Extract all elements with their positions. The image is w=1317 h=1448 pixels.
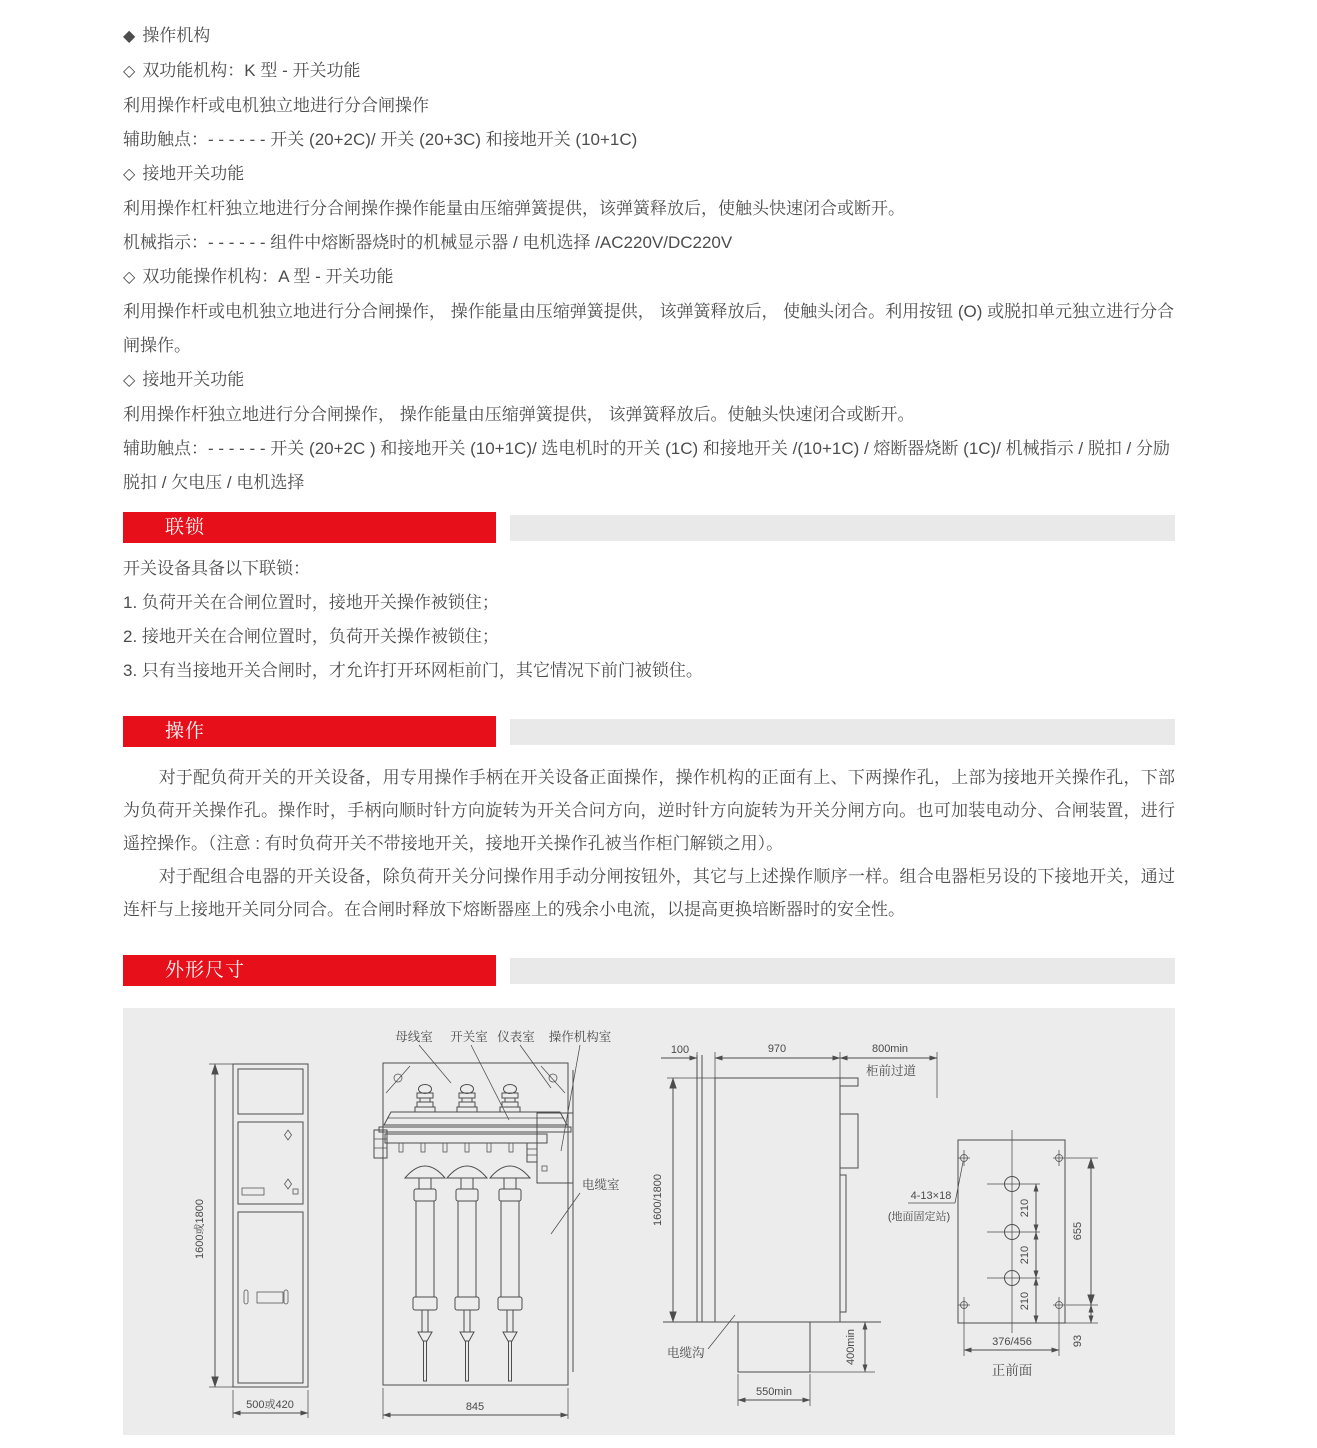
plan-dim-210-c: 210 [1019,1291,1031,1311]
switch-compartment-label: 开关室 [450,1030,488,1044]
operation-section [123,716,1175,926]
interlock-line-text: 开关设备具备以下联锁： [123,559,310,578]
cable-compartment-label: 电缆室 [582,1178,620,1192]
plan-holes-note: (地面固定站) [887,1211,951,1223]
operation-paragraph [123,860,1175,926]
intro-line-text: 接地开关功能 [142,164,245,183]
page-content [123,0,1175,1435]
intro-section [123,0,1175,500]
install-dim-800min: 800min [871,1043,909,1055]
plan-dim-210-b: 210 [1019,1245,1031,1265]
intro-line [123,260,1175,295]
intro-line [123,157,1175,192]
dimensions-diagram-panel [123,1008,1175,1435]
intro-line-text: 利用操作杆或电机独立地进行分合闸操作 [123,96,429,115]
intro-line [123,192,1175,226]
hollow-diamond-icon: ◇ [123,372,136,389]
operation-section-header [123,716,1175,747]
operation-paragraph-text: 对于配负荷开关的开关设备，用专用操作手柄在开关设备正面操作，操作机构的正面有上、下两操作孔，上部为接地开关操作孔，下部为负荷开关操作孔。操作时，手柄向顺时针方向旋转为开关合问方向，逆时针方向旋转为开关分闸方向。也可加装电动分、合闸装置，进行遥控操作。（注意 : 有时负荷开关不带接地开关，接地开关操作孔被当作柜门解锁之用）。 [123,768,1175,853]
intro-line-text: 利用操作杆独立地进行分合闸操作， 操作能量由压缩弹簧提供， 该弹簧释放后。使触头快速闭合或断开。 [123,405,915,424]
hollow-diamond-icon: ◇ [123,63,136,80]
interlock-header-strip [510,515,1175,541]
interlock-line-text: 3. 只有当接地开关合闸时，才允许打开环网柜前门，其它情况下前门被锁住。 [123,661,703,680]
intro-line-text: 辅助触点：- - - - - - 开关 (20+2C ) 和接地开关 (10+1C)/ 选电机时的开关 (1C) 和接地开关 /(10+1C) / 熔断器烧断 (1C)/ 机械指示 / 脱扣 / 分励脱扣 / 欠电压 / 电机选择 [123,439,1170,492]
meter-compartment-label: 仪表室 [497,1030,535,1044]
plan-dim-655: 655 [1072,1221,1084,1241]
intro-line-text: 利用操作杆或电机独立地进行分合闸操作， 操作能量由压缩弹簧提供， 该弹簧释放后， 使触头闭合。利用按钮 (O) 或脱扣单元独立进行分合闸操作。 [123,302,1175,355]
interlock-lines [123,552,1175,688]
dimensions-diagram [123,1008,1175,1435]
operation-paragraphs [123,761,1175,926]
intro-line [123,295,1175,363]
intro-line-text: 双功能操作机构：A 型 - 开关功能 [142,267,394,286]
installation-side-view [652,1043,937,1406]
intro-line [123,432,1175,500]
dimensions-section-header [123,955,1175,986]
interlock-section [123,512,1175,688]
operation-header-strip [510,719,1175,745]
hollow-diamond-icon: ◇ [123,269,136,286]
interlock-section-header [123,512,1175,543]
plan-dim-93: 93 [1072,1334,1084,1348]
front-view-height-dim: 1600或1800 [194,1199,206,1259]
intro-line [123,89,1175,123]
plan-caption-front-face: 正前面 [991,1363,1033,1378]
cabinet-internal-side-view [374,1029,620,1419]
intro-line [123,363,1175,398]
intro-line-text: 机械指示：- - - - - - 组件中熔断器烧时的机械显示器 / 电机选择 /AC220V/DC220V [123,233,733,252]
busbar-compartment-label: 母线室 [395,1030,433,1044]
intro-line-text: 双功能机构：K 型 - 开关功能 [142,61,361,80]
install-dim-100: 100 [670,1044,690,1056]
interlock-header-label: 联锁 [165,517,206,538]
filled-diamond-icon: ◆ [123,28,136,45]
dimensions-section [123,955,1175,1435]
install-dim-970: 970 [767,1043,787,1055]
intro-line-text: 操作机构 [142,26,211,45]
plan-dim-376-456: 376/456 [992,1336,1032,1348]
interlock-line-text: 2. 接地开关在合闸位置时，负荷开关操作被锁住； [123,627,499,646]
install-dim-550min: 550min [755,1386,793,1398]
foundation-plan-view [888,1130,1098,1378]
side-view-depth-dim: 845 [465,1401,485,1413]
interlock-line [123,654,1175,688]
install-dim-400min: 400min [845,1328,857,1366]
intro-line-text: 利用操作杠杆独立地进行分合闸操作操作能量由压缩弹簧提供，该弹簧释放后，使触头快速闭合或断开。 [123,199,905,218]
interlock-line [123,586,1175,620]
front-view-width-dim: 500或420 [246,1399,294,1411]
intro-line [123,19,1175,54]
intro-line-text: 接地开关功能 [142,370,245,389]
plan-holes-spec: 4-13×18 [910,1190,952,1202]
interlock-line [123,620,1175,654]
mechanism-compartment-label: 操作机构室 [548,1030,612,1044]
hollow-diamond-icon: ◇ [123,166,136,183]
interlock-line-text: 1. 负荷开关在合闸位置时，接地开关操作被锁住； [123,593,499,612]
operation-header-bar [123,716,496,747]
dimensions-header-bar [123,955,496,986]
operation-paragraph [123,761,1175,860]
dimensions-header-strip [510,958,1175,984]
dimensions-header-label: 外形尺寸 [165,960,246,981]
operation-header-label: 操作 [165,721,206,742]
intro-line [123,398,1175,432]
interlock-header-bar [123,512,496,543]
install-height-dim: 1600/1800 [652,1174,664,1226]
intro-line [123,54,1175,89]
intro-line [123,226,1175,260]
interlock-line [123,552,1175,586]
aisle-label: 柜前过道 [865,1064,917,1078]
intro-line [123,123,1175,157]
cable-trench-label: 电缆沟 [667,1346,705,1360]
cabinet-front-view [193,1064,308,1418]
corner-fixing-holes [958,1150,1065,1313]
operation-paragraph-text: 对于配组合电器的开关设备，除负荷开关分问操作用手动分闸按钮外，其它与上述操作顺序一样。组合电器柜另设的下接地开关，通过连杆与上接地开关同分同合。在合闸时释放下熔断器座上的残余小电流，以提高更换培断器时的安全性。 [123,867,1175,919]
plan-dim-210-a: 210 [1019,1198,1031,1218]
intro-line-text: 辅助触点：- - - - - - 开关 (20+2C)/ 开关 (20+3C) 和接地开关 (10+1C) [123,130,638,149]
